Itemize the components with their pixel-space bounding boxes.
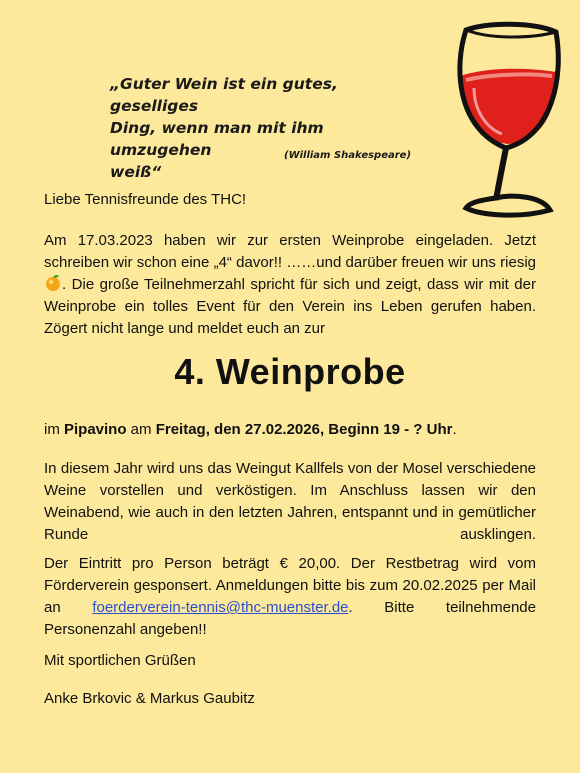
closing: Mit sportlichen Grüßen <box>44 652 196 669</box>
quote-line-3: weiß“ <box>110 163 162 181</box>
orange-icon <box>44 274 62 292</box>
event-line <box>44 419 536 441</box>
fee-text-1: Der Eintritt pro Person beträgt € 20,00. Der Restbetrag wird vom Förderverein gesponsert. Anmeldungen bitte bis zum 20.02.2025 per Mail an <box>44 555 536 616</box>
quote-author: (William Shakespeare) <box>284 150 412 161</box>
event-middle: am <box>126 421 156 438</box>
intro-text-2: . Die große Teilnehmerzahl spricht für sich und zeigt, dass wir mit der Weinprobe ein tolles Event für den Verein ins Leben gerufen haben. Zögert nicht lange und meldet euch an zur <box>44 276 536 337</box>
signature: Anke Brkovic & Markus Gaubitz <box>44 690 255 707</box>
greeting: Liebe Tennisfreunde des THC! <box>44 191 247 208</box>
intro-text-1: Am 17.03.2023 haben wir zur ersten Weinprobe eingeladen. Jetzt schreiben wir schon eine „4“ davor!! ……und darüber freuen wir uns riesig <box>44 232 536 271</box>
event-prefix: im <box>44 421 64 438</box>
event-headline: 4. Weinprobe <box>174 351 406 392</box>
intro-paragraph <box>44 230 536 340</box>
fee-paragraph <box>44 553 536 641</box>
email-link[interactable]: foerderverein-tennis@thc-muenster.de <box>92 599 349 616</box>
quote-line-1: „Guter Wein ist ein gutes, geselliges <box>110 75 338 115</box>
quote <box>110 73 430 183</box>
event-location: Pipavino <box>64 421 127 438</box>
quote-line-2: Ding, wenn man mit ihm umzugehen <box>110 119 324 159</box>
fee-text-2: . Bitte teilnehmende Personenzahl angeben!! <box>44 599 536 638</box>
event-datetime: Freitag, den 27.02.2026, Beginn 19 - ? Uhr <box>155 421 453 438</box>
event-suffix: . <box>452 421 457 438</box>
description-paragraph: In diesem Jahr wird uns das Weingut Kallfels von der Mosel verschiedene Weine vorstellen und verköstigen. Im Anschluss lassen wir den Weinabend, wie auch in den letzten Jahren, entspannt und in gemütlicher Runde ausklingen. <box>44 460 536 543</box>
